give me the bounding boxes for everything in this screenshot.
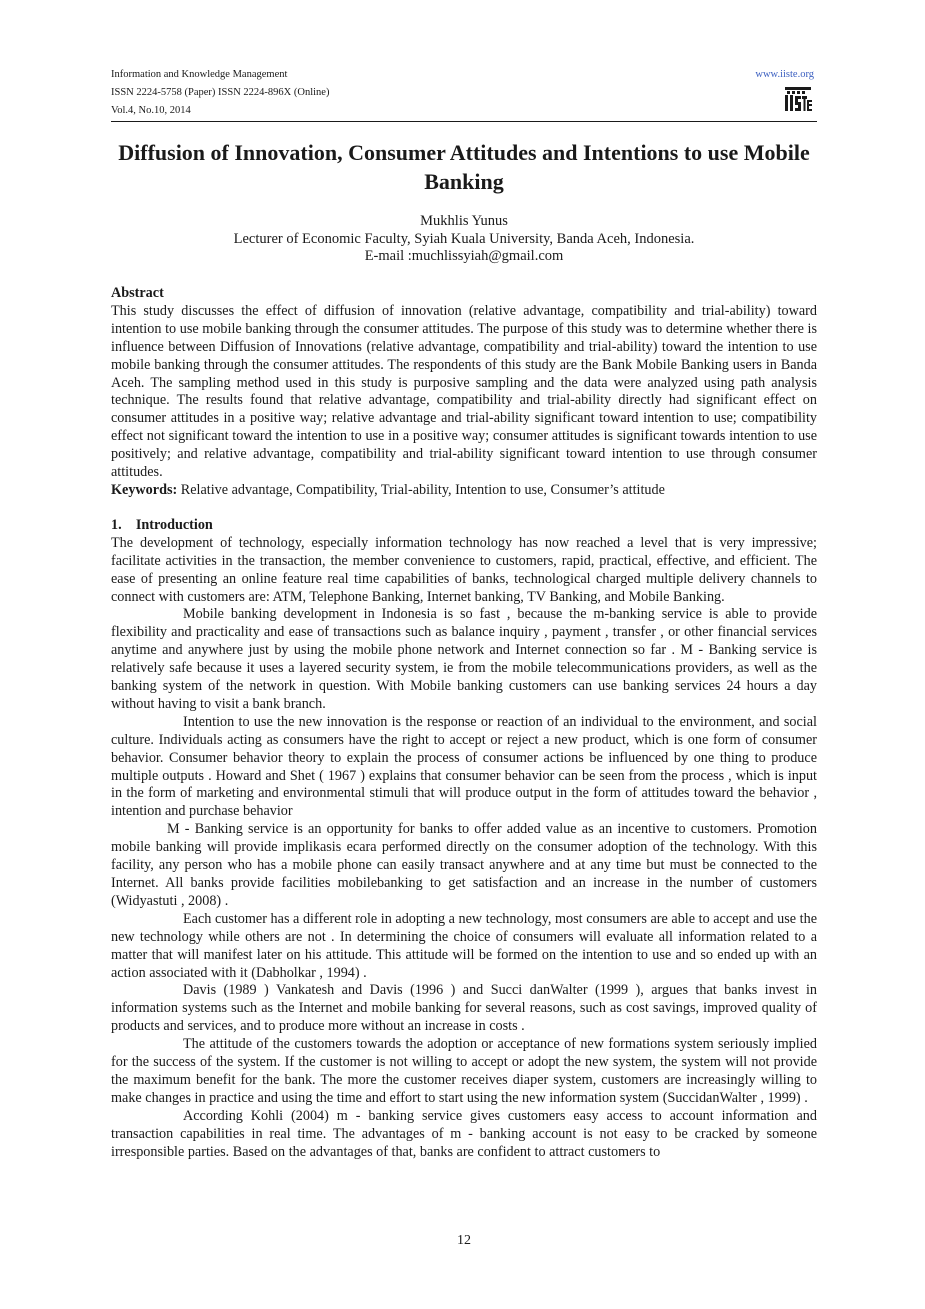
keywords-label: Keywords: (111, 481, 178, 498)
intro-paragraph-5: Each customer has a different role in adopting a new technology, most consumers are able to accept and use the new technology while others are not . In determining the choice of consumers will evaluate all information related to a matter that will manifest later on his attitude. This attitude will be formed on the intention to use and so ended up with an action associated with it (Dabholkar , 1994) . (111, 910, 817, 981)
abstract-text: This study discusses the effect of diffusion of innovation (relative advantage, compatibility and trial-ability) toward intention to use mobile banking through the consumer attitudes. The purpose of this study was to determine whether there is influence between Diffusion of Innovations (relative advantage, compatibility and trial-ability) toward the intention to use mobile banking through the consumer attitudes. The respondents of this study are the Bank Mobile Banking users in Banda Aceh. The sampling method used in this study is purposive sampling and the data were analyzed using path analysis technique. The results found that relative advantage, compatibility and trial-ability directly had significant effect on consumer attitudes in a positive way; relative advantage and trial-ability significant toward intention to use; compatibility effect not significant toward the intention to use in a positive way; consumer attitudes is significant towards intention to use positively; and relative advantage, compatibility and trial-ability significant toward intention to use through consumer attitudes. (111, 302, 817, 481)
author-name: Mukhlis Yunus (420, 213, 508, 229)
page-header (111, 66, 814, 120)
intro-paragraph-6: Davis (1989 ) Vankatesh and Davis (1996 ) and Succi danWalter (1999 ), argues that banks invest in information systems such as the Internet and mobile banking for several reasons, such as cost savings, improved quality of products and services, and to produce more without an increase in costs . (111, 982, 817, 1035)
volume-line: Vol.4, No.10, 2014 (111, 105, 191, 116)
header-divider (111, 121, 817, 122)
intro-paragraph-8: According Kohli (2004) m - banking service gives customers easy access to account information and transaction capabilities in real time. The advantages of m - banking account is not easy to be cracked by someone irresponsible parties. Based on the advantages of that, banks are confident to attract customers to (111, 1107, 817, 1160)
introduction-heading: 1. Introduction (111, 516, 213, 533)
paper-body (111, 285, 817, 1162)
author-block (111, 213, 817, 266)
intro-paragraph-2: Mobile banking development in Indonesia is so fast , because the m-banking service is able to provide flexibility and practicality and ease of transactions such as balance inquiry , payment , transfer , or other financial services anytime and anywhere just by using the mobile phone network and Internet connection so far . M - Banking service is relatively safe because it uses a layered security system, ie from the mobile telecommunications providers, as well as the banking system of the network in question. With Mobile banking customers can use banking services 24 hours a day without having to visit a bank branch. (111, 606, 817, 712)
intro-paragraph-7: The attitude of the customers towards the adoption or acceptance of new formations system seriously implied for the success of the system. If the customer is not willing to accept or adopt the new system, the system will not provide the maximum benefit for the bank. The more the customer receives diaper system, customers are increasingly willing to make changes in practice and using the time and effort to start using the new information system (SuccidanWalter , 1999) . (111, 1036, 817, 1106)
page-number: 12 (457, 1233, 471, 1248)
keywords-line (111, 482, 817, 500)
issn-line: ISSN 2224-5758 (Paper) ISSN 2224-896X (Online) (111, 87, 330, 98)
paper-title: Diffusion of Innovation, Consumer Attitudes and Intentions to use Mobile Banking (118, 140, 810, 194)
journal-name: Information and Knowledge Management (111, 69, 288, 80)
abstract-heading: Abstract (111, 285, 164, 301)
journal-url-link[interactable]: www.iiste.org (755, 69, 814, 80)
keywords-list: Relative advantage, Compatibility, Trial-ability, Intention to use, Consumer’s attitude (177, 481, 665, 498)
intro-paragraph-4: M - Banking service is an opportunity for banks to offer added value as an incentive to customers. Promotion mobile banking will provide implikasis ecara performed directly on the consumer adoption of the technology. With this facility, any person who has a mobile phone can easily transact anywhere and at any time but must be connected to the Internet. All banks provide facilities mobilebanking to get satisfaction and an increase in the number of customers (Widyastuti , 2008) . (111, 821, 817, 909)
author-email: E-mail :muchlissyiah@gmail.com (364, 248, 564, 264)
iiste-logo-icon (784, 86, 812, 112)
intro-paragraph-3: Intention to use the new innovation is the response or reaction of an individual to the environment, and social culture. Individuals acting as consumers have the right to accept or reject a new product, which is one form of consumer behavior. Consumer behavior theory to explain the process of consumer actions be influenced by one thing to produce multiple outputs . Howard and Shet ( 1967 ) explains that consumer behavior can be seen from the process , which is input in the form of marketing and environmental stimuli that will produce output in the form of attitudes toward the behavior , intention and purchase behavior (111, 713, 817, 820)
intro-paragraph-1: The development of technology, especially information technology has now reached a level that is very impressive; facilitate activities in the transaction, the member convenience to customers, rapid, practical, effective, and efficient. The ease of presenting an online feature real time capabilities of banks, technological charged multiple delivery channels to connect with customers are: ATM, Telephone Banking, Internet banking, TV Banking, and Mobile Banking. (111, 534, 817, 605)
author-affiliation: Lecturer of Economic Faculty, Syiah Kuala University, Banda Aceh, Indonesia. (233, 230, 695, 247)
